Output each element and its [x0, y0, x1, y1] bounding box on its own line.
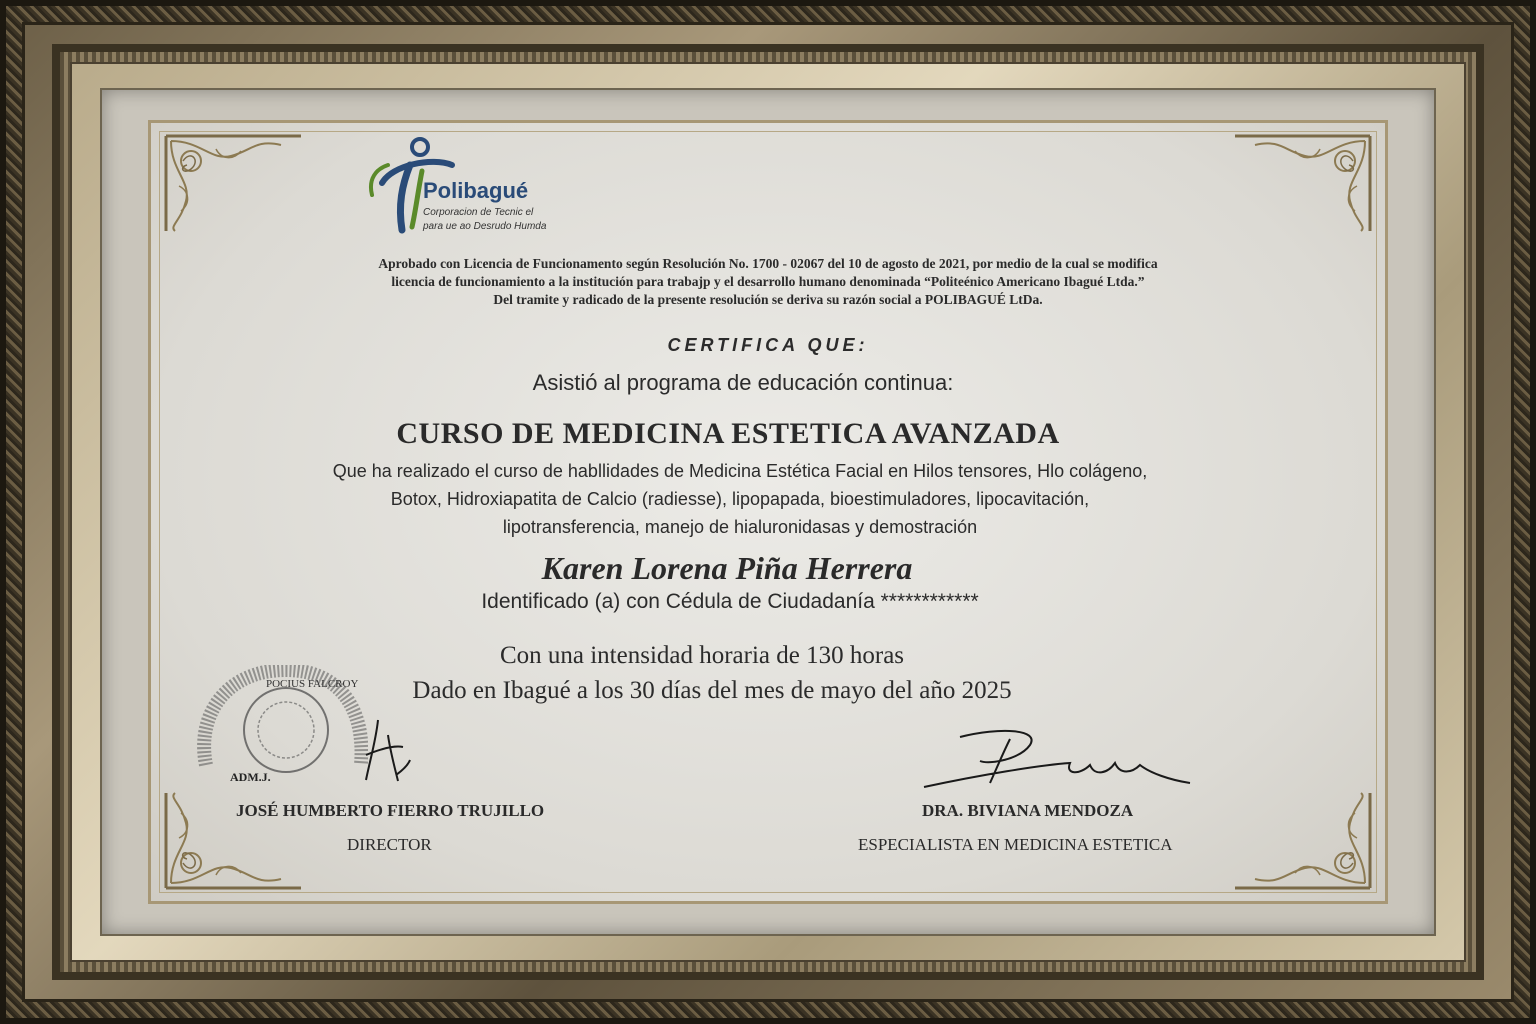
approval-line: Del tramite y radicado de la presente resolución se deriva su razón social a POLIBAGUÉ LtDa.: [493, 292, 1043, 307]
logo-name: Polibagué: [423, 178, 529, 203]
course-description: [240, 457, 1240, 541]
logo-subtitle: para ue ao Desrudo Humda: [423, 221, 547, 232]
corner-ornament-icon: [161, 783, 311, 893]
specialist-signature-icon: [920, 725, 1200, 795]
director-signature-icon: [358, 715, 418, 785]
description-line: Botox, Hidroxiapatita de Calcio (radiesse), lipopapada, bioestimuladores, lipocavitación,: [390, 489, 1090, 509]
course-title: CURSO DE MEDICINA ESTETICA AVANZADA: [396, 417, 1060, 450]
program-intro: Asistió al programa de educación continua:: [532, 370, 954, 395]
director-name: JOSÉ HUMBERTO FIERRO TRUJILLO: [236, 801, 545, 820]
director-role: DIRECTOR: [347, 835, 432, 854]
approval-line: licencia de funcionamiento a la institución para trabajp y el desarrollo humano denominada “Politeénico Americano Ibagué Ltda.”: [391, 274, 1145, 289]
recipient-name: Karen Lorena Piña Herrera: [541, 550, 913, 586]
official-stamp-icon: [196, 665, 368, 785]
description-line: Que ha realizado el curso de habllidades de Medicina Estética Facial en Hilos tensores, Hlo colágeno,: [332, 461, 1148, 481]
corner-ornament-icon: [161, 131, 311, 241]
corner-ornament-icon: [1225, 131, 1375, 241]
hours-line: Con una intensidad horaria de 130 horas: [499, 642, 905, 669]
approval-line: Aprobado con Licencia de Funcionamento según Resolución No. 1700 - 02067 del 10 de agosto de 2021, por medio de la cual se modifica: [378, 256, 1158, 271]
adm-label: ADM.J.: [230, 770, 271, 784]
specialist-role: ESPECIALISTA EN MEDICINA ESTETICA: [858, 835, 1173, 854]
logo-subtitle: Corporacion de Tecnic el: [423, 207, 534, 218]
stamp-text: POCIUS FALCROY: [266, 678, 359, 690]
certifica-heading: CERTIFICA QUE:: [667, 335, 869, 355]
date-line: Dado en Ibagué a los 30 días del mes de mayo del año 2025: [412, 677, 1012, 704]
approval-statement: [240, 255, 1296, 309]
description-line: lipotransferencia, manejo de hialuronidasas y demostración: [502, 517, 978, 537]
corner-ornament-icon: [1225, 783, 1375, 893]
identification-line: Identificado (a) con Cédula de Ciudadanía ************: [481, 590, 979, 613]
specialist-name: DRA. BIVIANA MENDOZA: [922, 801, 1134, 820]
